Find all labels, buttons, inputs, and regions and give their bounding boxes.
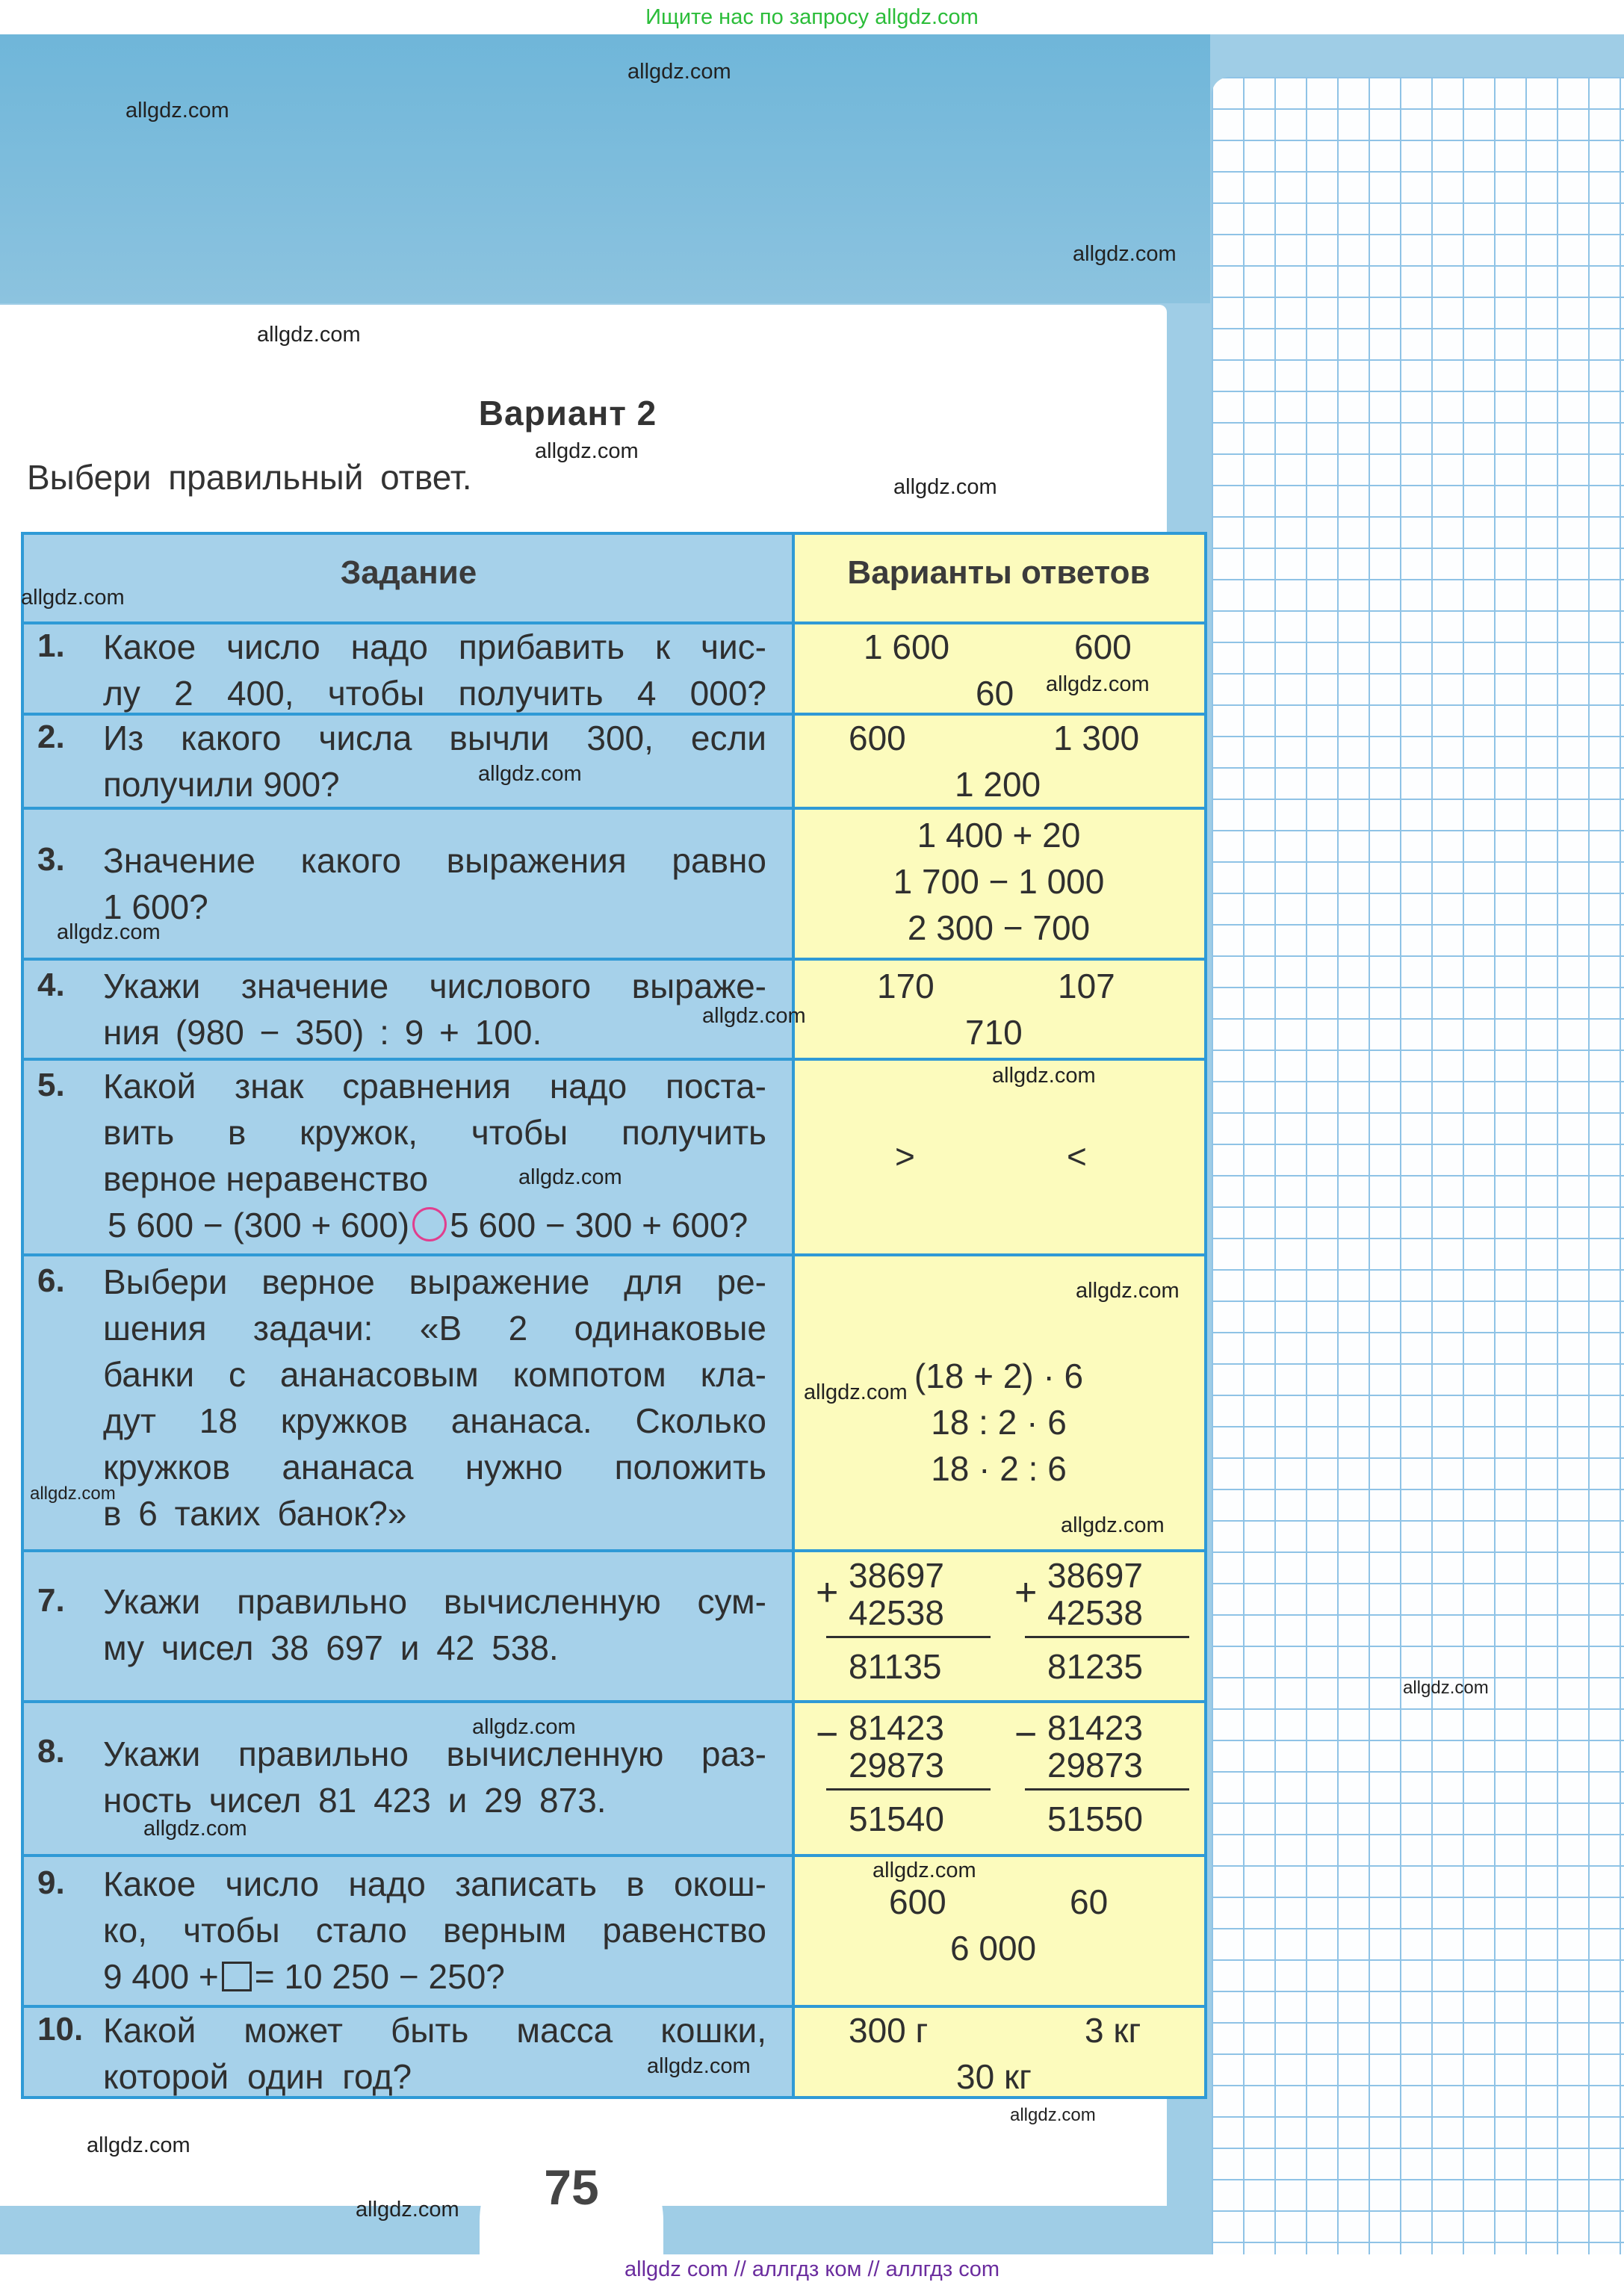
answer-option: 2 300 − 700 bbox=[907, 908, 1091, 947]
addend: 38697 bbox=[1047, 1556, 1143, 1595]
minuend: 81423 bbox=[849, 1708, 944, 1747]
watermark: allgdz.com bbox=[1046, 672, 1150, 696]
plus-sign: + bbox=[816, 1571, 839, 1614]
answer-option: 710 bbox=[965, 1013, 1023, 1052]
task-number: 10. bbox=[37, 2011, 84, 2047]
watermark: allgdz.com bbox=[1403, 1678, 1489, 1698]
column-subtraction-option bbox=[1014, 1708, 1197, 1850]
answer-option: > bbox=[895, 1137, 915, 1176]
task-text-line: му чисел 38 697 и 42 538. bbox=[103, 1628, 559, 1667]
task-text-line: Укажи значение числового выраже- bbox=[103, 967, 766, 1005]
header-note: Ищите нас по запросу allgdz.com bbox=[645, 5, 979, 29]
answer-option: < bbox=[1067, 1137, 1087, 1176]
row-divider bbox=[24, 1854, 1204, 1857]
row-divider bbox=[24, 1253, 1204, 1256]
task-text-line: Какое число надо прибавить к чис- bbox=[103, 627, 766, 666]
task-number: 7. bbox=[37, 1582, 65, 1619]
answer-option: 18 · 2 : 6 bbox=[931, 1449, 1067, 1488]
task-number: 4. bbox=[37, 967, 65, 1003]
instruction: Выбери правильный ответ. bbox=[27, 458, 472, 497]
task-number: 6. bbox=[37, 1262, 65, 1299]
task-text-line: получили 900? bbox=[103, 765, 340, 804]
answer-option: 1 200 bbox=[955, 765, 1041, 804]
row-divider bbox=[24, 958, 1204, 961]
answer-option: 30 кг bbox=[956, 2057, 1032, 2096]
addend: 38697 bbox=[849, 1556, 944, 1595]
equation bbox=[103, 1954, 766, 1999]
answer-option: (18 + 2) · 6 bbox=[914, 1357, 1084, 1395]
task-text-line: Из какого числа вычли 300, если bbox=[103, 719, 766, 757]
watermark: allgdz.com bbox=[647, 2054, 751, 2078]
task-text-line: Укажи правильно вычисленную сум- bbox=[103, 1582, 766, 1621]
column-addition-option bbox=[1014, 1555, 1197, 1697]
watermark: allgdz.com bbox=[1010, 2105, 1096, 2125]
answer-option: 3 кг bbox=[1085, 2011, 1141, 2050]
task-text-line: кружков ананаса нужно положить bbox=[103, 1448, 766, 1486]
difference-result: 51550 bbox=[1047, 1799, 1143, 1838]
minuend: 81423 bbox=[1047, 1708, 1143, 1747]
task-number: 9. bbox=[37, 1864, 65, 1901]
page-number: 75 bbox=[544, 2160, 599, 2215]
row-divider bbox=[24, 1700, 1204, 1703]
watermark: allgdz.com bbox=[356, 2198, 459, 2222]
difference-line bbox=[826, 1788, 991, 1791]
subtrahend: 29873 bbox=[849, 1746, 944, 1785]
page-title: Вариант 2 bbox=[478, 394, 657, 433]
answer-option: 6 000 bbox=[950, 1929, 1037, 1968]
subtrahend: 29873 bbox=[1047, 1746, 1143, 1785]
task-text-line: ность чисел 81 423 и 29 873. bbox=[103, 1781, 607, 1820]
watermark: allgdz.com bbox=[472, 1715, 576, 1739]
watermark: allgdz.com bbox=[1076, 1279, 1180, 1303]
blank-box-icon bbox=[222, 1962, 252, 1991]
quiz-table bbox=[21, 532, 1207, 2099]
watermark: allgdz.com bbox=[873, 1858, 976, 1882]
task-number: 2. bbox=[37, 719, 65, 755]
watermark: allgdz.com bbox=[992, 1064, 1096, 1088]
watermark: allgdz.com bbox=[21, 586, 125, 610]
task-number: 5. bbox=[37, 1067, 65, 1103]
task-text-line: в 6 таких банок?» bbox=[103, 1494, 407, 1533]
sum-result: 81235 bbox=[1047, 1647, 1143, 1686]
watermark: allgdz.com bbox=[125, 99, 229, 123]
task-text-line: Укажи правильно вычисленную раз- bbox=[103, 1734, 766, 1773]
header-task: Задание bbox=[340, 554, 477, 591]
answer-option: 60 bbox=[976, 674, 1014, 713]
equation-right: = 10 250 − 250? bbox=[254, 1957, 505, 1996]
inequality-right: 5 600 − 300 + 600? bbox=[450, 1206, 749, 1244]
column-addition-option bbox=[816, 1555, 998, 1697]
task-text-line: верное неравенство bbox=[103, 1159, 429, 1198]
watermark: allgdz.com bbox=[1061, 1513, 1165, 1537]
answer-option: 1 400 + 20 bbox=[917, 816, 1081, 855]
task-text-line: банки с ананасовым компотом кла- bbox=[103, 1355, 766, 1394]
previous-page-band bbox=[0, 34, 1210, 303]
answer-option: 107 bbox=[1058, 967, 1115, 1005]
task-text-line: которой один год? bbox=[103, 2057, 412, 2096]
task-text-line: дут 18 кружков ананаса. Сколько bbox=[103, 1401, 766, 1440]
task-text-line: Значение какого выражения равно bbox=[103, 841, 766, 880]
plus-sign: + bbox=[1014, 1571, 1038, 1614]
column-divider bbox=[792, 535, 795, 2096]
sum-result: 81135 bbox=[849, 1647, 942, 1686]
answer-option: 600 bbox=[849, 719, 906, 757]
task-text-line: ко, чтобы стало верным равенство bbox=[103, 1911, 766, 1950]
watermark: allgdz.com bbox=[804, 1380, 908, 1404]
inequality-left: 5 600 − (300 + 600) bbox=[108, 1206, 410, 1244]
addend: 42538 bbox=[849, 1593, 944, 1632]
equation-left: 9 400 + bbox=[103, 1957, 219, 1996]
column-subtraction-option bbox=[816, 1708, 998, 1850]
addend: 42538 bbox=[1047, 1593, 1143, 1632]
answer-option: 600 bbox=[1074, 627, 1132, 666]
watermark: allgdz.com bbox=[893, 475, 997, 499]
answer-option: 600 bbox=[889, 1882, 946, 1921]
watermark: allgdz.com bbox=[30, 1484, 116, 1504]
task-text-line: вить в кружок, чтобы получить bbox=[103, 1113, 766, 1152]
answer-option: 1 600 bbox=[864, 627, 950, 666]
task-number: 1. bbox=[37, 627, 65, 664]
minus-sign: − bbox=[1014, 1713, 1038, 1756]
sum-line bbox=[1025, 1636, 1189, 1638]
task-text-line: лу 2 400, чтобы получить 4 000? bbox=[103, 674, 766, 713]
comparison-circle-icon bbox=[412, 1207, 447, 1241]
difference-result: 51540 bbox=[849, 1799, 944, 1838]
answer-option: 300 г bbox=[849, 2011, 929, 2050]
footer-note: allgdz com // аллгдз ком // аллгдз com bbox=[625, 2257, 999, 2281]
task-text-line: Какой может быть масса кошки, bbox=[103, 2011, 766, 2050]
watermark: allgdz.com bbox=[535, 439, 639, 463]
watermark: allgdz.com bbox=[702, 1004, 806, 1028]
answer-option: 1 700 − 1 000 bbox=[893, 862, 1105, 901]
row-divider bbox=[24, 1549, 1204, 1552]
answer-option: 1 300 bbox=[1053, 719, 1140, 757]
grid-paper bbox=[1212, 77, 1624, 2254]
header-answers: Варианты ответов bbox=[847, 554, 1150, 591]
task-number: 3. bbox=[37, 841, 65, 878]
task-text-line: 1 600? bbox=[103, 887, 208, 926]
answer-option: 18 : 2 · 6 bbox=[931, 1403, 1067, 1442]
watermark: allgdz.com bbox=[87, 2133, 190, 2157]
row-divider bbox=[24, 1058, 1204, 1061]
watermark: allgdz.com bbox=[57, 920, 161, 944]
task-text-line: Какой знак сравнения надо поста- bbox=[103, 1067, 766, 1106]
task-text-line: шения задачи: «В 2 одинаковые bbox=[103, 1309, 766, 1348]
difference-line bbox=[1025, 1788, 1189, 1791]
watermark: allgdz.com bbox=[627, 60, 731, 84]
inequality bbox=[108, 1203, 771, 1247]
watermark: allgdz.com bbox=[143, 1817, 247, 1841]
sum-line bbox=[826, 1636, 991, 1638]
answer-option: 60 bbox=[1070, 1882, 1109, 1921]
task-text-line: Выбери верное выражение для ре- bbox=[103, 1262, 766, 1301]
watermark: allgdz.com bbox=[1073, 242, 1177, 266]
watermark: allgdz.com bbox=[518, 1165, 622, 1189]
answer-option: 170 bbox=[877, 967, 935, 1005]
watermark: allgdz.com bbox=[478, 762, 582, 786]
row-divider bbox=[24, 807, 1204, 810]
task-text-line: ния (980 − 350) : 9 + 100. bbox=[103, 1013, 542, 1052]
watermark: allgdz.com bbox=[257, 323, 361, 347]
task-text-line: Какое число надо записать в окош- bbox=[103, 1864, 766, 1903]
minus-sign: − bbox=[816, 1713, 839, 1756]
task-number: 8. bbox=[37, 1733, 65, 1770]
